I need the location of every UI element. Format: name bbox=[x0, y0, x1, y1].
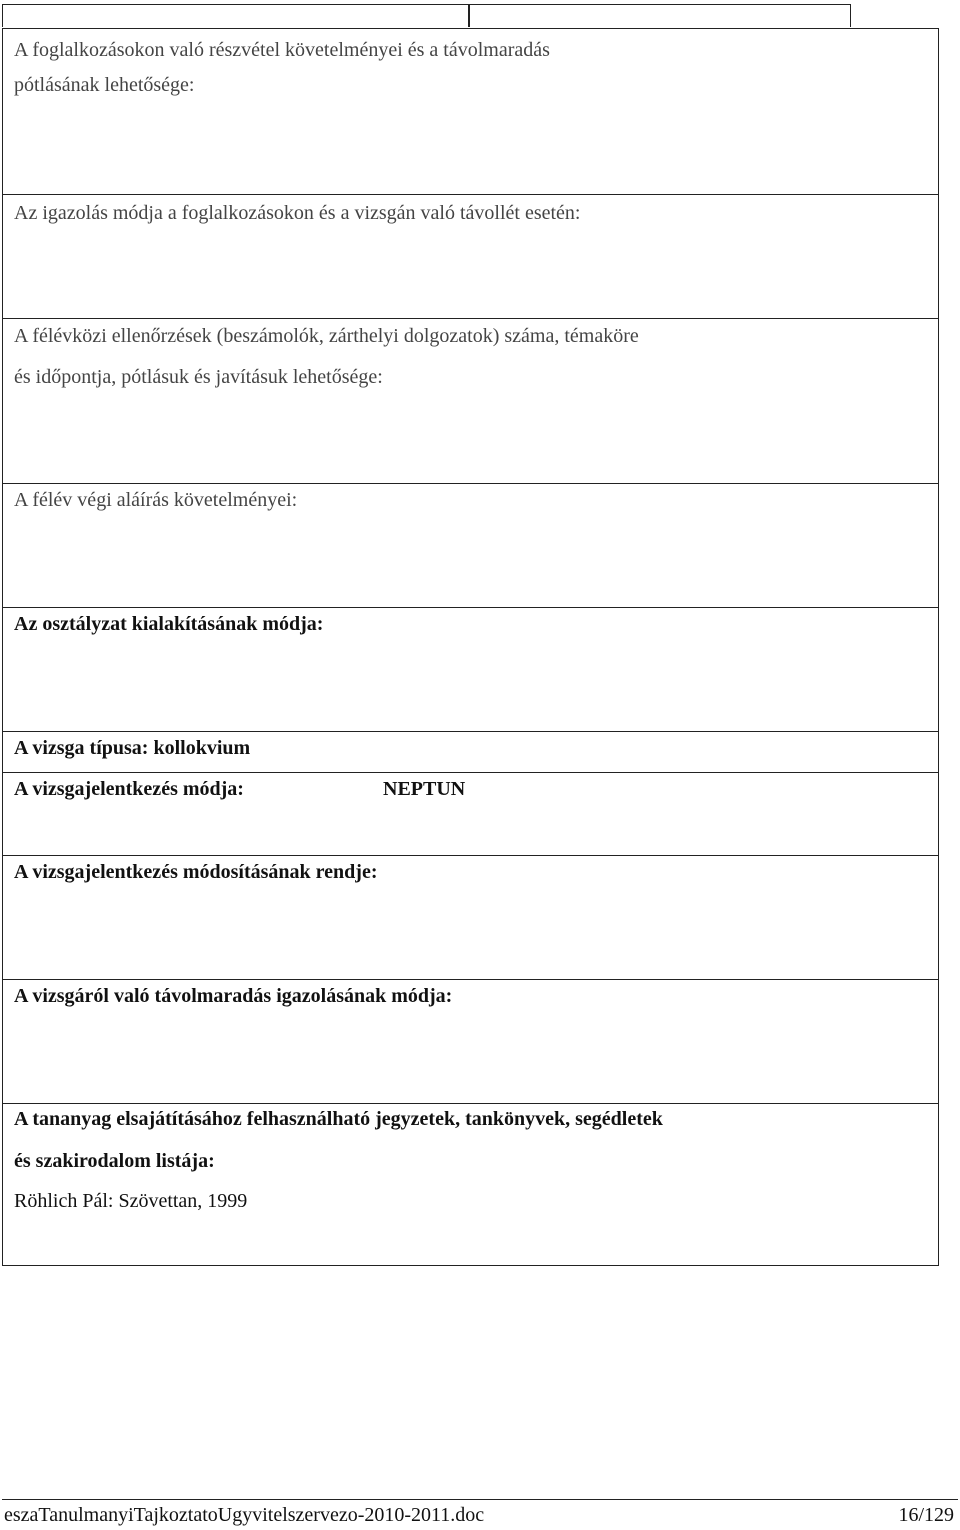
row-literature bbox=[3, 1103, 938, 1264]
exam-absence-label: A vizsgáról való távolmaradás igazolásának módja: bbox=[14, 985, 453, 1007]
literature-label-line1: A tananyag elsajátításához felhasználható jegyzetek, tankönyvek, segédletek bbox=[14, 1108, 663, 1130]
grading-label: Az osztályzat kialakításának módja: bbox=[14, 613, 324, 635]
exam-registration-label: A vizsgajelentkezés módja: bbox=[14, 778, 244, 800]
row-signature-requirements bbox=[3, 483, 938, 607]
exam-registration-value: NEPTUN bbox=[383, 778, 466, 800]
row-midterm-checks bbox=[3, 318, 938, 483]
attendance-label-line1: A foglalkozásokon való részvétel követelményei és a távolmaradás bbox=[14, 39, 550, 61]
row-exam-registration bbox=[3, 772, 938, 855]
signature-requirements-label: A félév végi aláírás követelményei: bbox=[14, 489, 298, 511]
top-strip-cell-2 bbox=[468, 4, 851, 27]
literature-item: Röhlich Pál: Szövettan, 1999 bbox=[14, 1190, 248, 1212]
row-exam-absence bbox=[3, 979, 938, 1103]
midterm-checks-label-line2: és időpontja, pótlásuk és javításuk lehetősége: bbox=[14, 366, 383, 388]
row-exam-type bbox=[3, 731, 938, 772]
footer-filename: eszaTanulmanyiTajkoztatoUgyvitelszervezo-2010-2011.doc bbox=[4, 1504, 485, 1526]
row-registration-change bbox=[3, 855, 938, 979]
course-requirements-table bbox=[2, 28, 939, 1266]
literature-label-line2: és szakirodalom listája: bbox=[14, 1150, 215, 1172]
table-top-strip bbox=[2, 4, 938, 29]
row-absence-proof bbox=[3, 194, 938, 318]
top-strip-cell-1 bbox=[2, 4, 470, 27]
attendance-label-line2: pótlásának lehetősége: bbox=[14, 74, 195, 96]
row-grading bbox=[3, 607, 938, 731]
absence-proof-label: Az igazolás módja a foglalkozásokon és a vizsgán való távollét esetén: bbox=[14, 202, 581, 224]
exam-type-label: A vizsga típusa: kollokvium bbox=[14, 737, 251, 759]
row-attendance bbox=[3, 29, 938, 194]
registration-change-label: A vizsgajelentkezés módosításának rendje: bbox=[14, 861, 378, 883]
footer-page-number: 16/129 bbox=[898, 1504, 954, 1526]
midterm-checks-label-line1: A félévközi ellenőrzések (beszámolók, zárthelyi dolgozatok) száma, témaköre bbox=[14, 325, 639, 347]
